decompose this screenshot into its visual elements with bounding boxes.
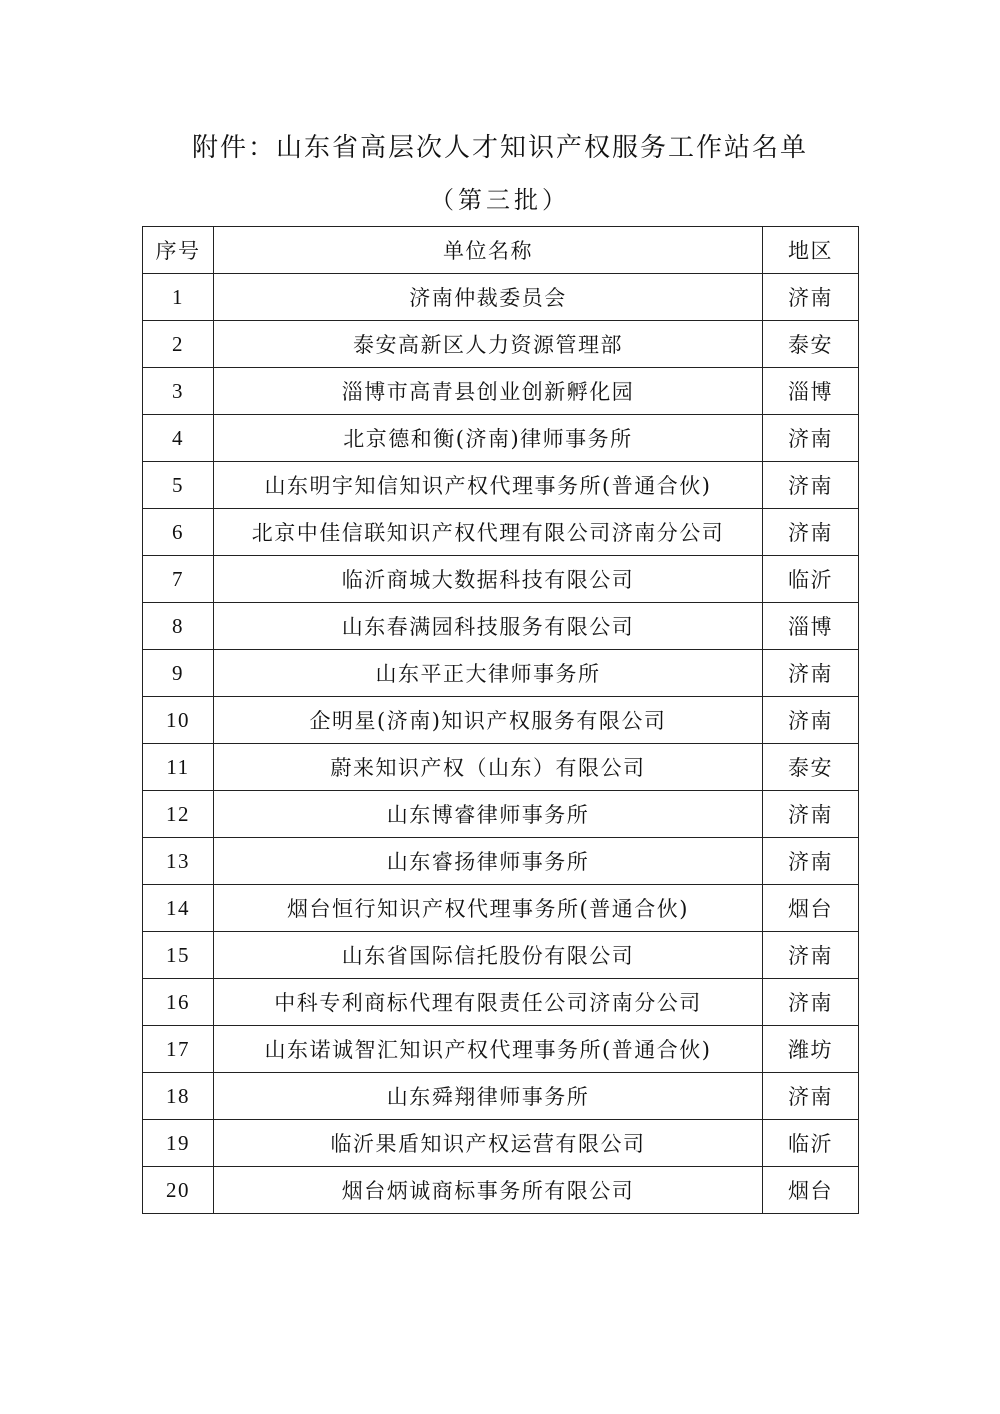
table-row	[143, 650, 859, 697]
row-region: 烟台	[763, 1167, 859, 1214]
table-row	[143, 509, 859, 556]
row-name: 临沂商城大数据科技有限公司	[214, 556, 763, 603]
table-row	[143, 1167, 859, 1214]
row-name: 烟台恒行知识产权代理事务所(普通合伙)	[214, 885, 763, 932]
row-name: 北京德和衡(济南)律师事务所	[214, 415, 763, 462]
row-name: 山东诺诚智汇知识产权代理事务所(普通合伙)	[214, 1026, 763, 1073]
row-seq: 12	[143, 791, 214, 838]
row-name: 山东省国际信托股份有限公司	[214, 932, 763, 979]
row-name: 淄博市高青县创业创新孵化园	[214, 368, 763, 415]
row-seq: 16	[143, 979, 214, 1026]
table-row	[143, 415, 859, 462]
document-title: 附件：山东省高层次人才知识产权服务工作站名单	[191, 133, 808, 163]
row-seq: 9	[143, 650, 214, 697]
table-row	[143, 274, 859, 321]
table-row	[143, 462, 859, 509]
row-region: 济南	[763, 415, 859, 462]
table-row	[143, 838, 859, 885]
row-seq: 17	[143, 1026, 214, 1073]
row-name: 山东博睿律师事务所	[214, 791, 763, 838]
row-seq: 6	[143, 509, 214, 556]
row-seq: 18	[143, 1073, 214, 1120]
table-row	[143, 744, 859, 791]
document-subtitle: （第三批）	[430, 186, 570, 214]
header-region: 地区	[763, 227, 859, 274]
row-region: 济南	[763, 509, 859, 556]
row-region: 临沂	[763, 556, 859, 603]
table-header-row	[143, 227, 859, 274]
row-region: 济南	[763, 932, 859, 979]
row-name: 山东舜翔律师事务所	[214, 1073, 763, 1120]
row-name: 蔚来知识产权（山东）有限公司	[214, 744, 763, 791]
row-region: 济南	[763, 650, 859, 697]
row-name: 山东睿扬律师事务所	[214, 838, 763, 885]
row-seq: 8	[143, 603, 214, 650]
row-seq: 19	[143, 1120, 214, 1167]
row-seq: 10	[143, 697, 214, 744]
table-row	[143, 932, 859, 979]
row-seq: 20	[143, 1167, 214, 1214]
table-row	[143, 556, 859, 603]
table-row	[143, 697, 859, 744]
row-name: 企明星(济南)知识产权服务有限公司	[214, 697, 763, 744]
row-region: 烟台	[763, 885, 859, 932]
row-seq: 2	[143, 321, 214, 368]
row-region: 泰安	[763, 744, 859, 791]
table-row	[143, 791, 859, 838]
table-row	[143, 885, 859, 932]
row-region: 潍坊	[763, 1026, 859, 1073]
row-seq: 11	[143, 744, 214, 791]
row-seq: 7	[143, 556, 214, 603]
row-region: 济南	[763, 274, 859, 321]
header-name: 单位名称	[214, 227, 763, 274]
row-seq: 5	[143, 462, 214, 509]
header-seq: 序号	[143, 227, 214, 274]
row-region: 济南	[763, 697, 859, 744]
row-seq: 1	[143, 274, 214, 321]
row-seq: 4	[143, 415, 214, 462]
row-region: 济南	[763, 791, 859, 838]
row-region: 泰安	[763, 321, 859, 368]
row-name: 北京中佳信联知识产权代理有限公司济南分公司	[214, 509, 763, 556]
row-seq: 13	[143, 838, 214, 885]
row-region: 济南	[763, 462, 859, 509]
table-row	[143, 1073, 859, 1120]
row-name: 山东春满园科技服务有限公司	[214, 603, 763, 650]
row-name: 山东明宇知信知识产权代理事务所(普通合伙)	[214, 462, 763, 509]
row-seq: 14	[143, 885, 214, 932]
row-seq: 3	[143, 368, 214, 415]
row-name: 中科专利商标代理有限责任公司济南分公司	[214, 979, 763, 1026]
table-row	[143, 1120, 859, 1167]
row-region: 临沂	[763, 1120, 859, 1167]
row-region: 济南	[763, 1073, 859, 1120]
table-row	[143, 1026, 859, 1073]
row-name: 烟台炳诚商标事务所有限公司	[214, 1167, 763, 1214]
row-region: 济南	[763, 838, 859, 885]
row-name: 泰安高新区人力资源管理部	[214, 321, 763, 368]
table-row	[143, 321, 859, 368]
table-row	[143, 368, 859, 415]
table-row	[143, 603, 859, 650]
table-row	[143, 979, 859, 1026]
row-seq: 15	[143, 932, 214, 979]
station-list-table	[142, 226, 859, 1214]
row-name: 山东平正大律师事务所	[214, 650, 763, 697]
row-region: 淄博	[763, 603, 859, 650]
row-name: 济南仲裁委员会	[214, 274, 763, 321]
row-region: 济南	[763, 979, 859, 1026]
row-name: 临沂果盾知识产权运营有限公司	[214, 1120, 763, 1167]
row-region: 淄博	[763, 368, 859, 415]
